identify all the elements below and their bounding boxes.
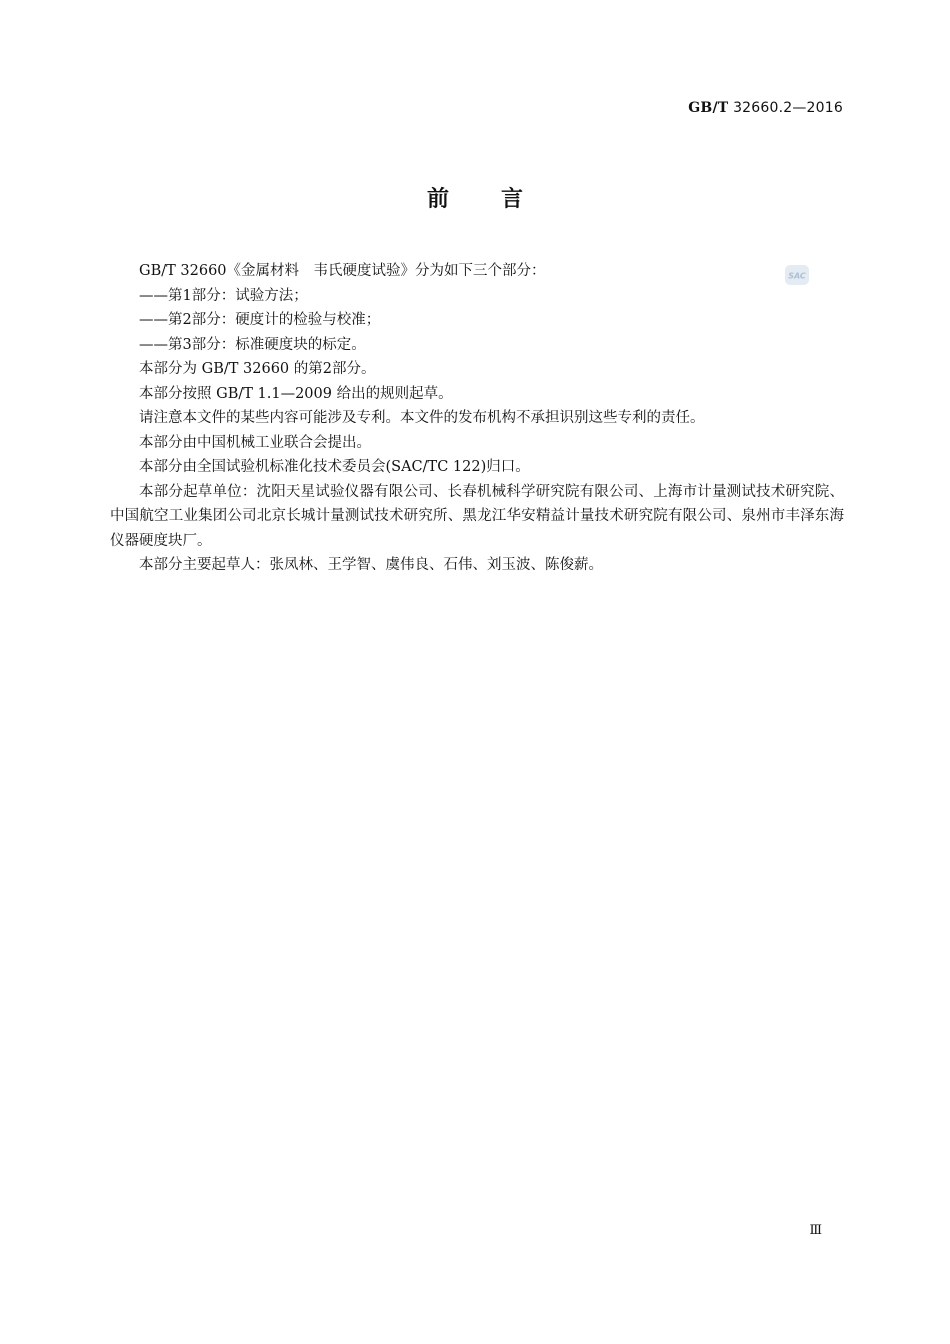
paragraph-this-part: 本部分为 GB/T 32660 的第2部分。 (139, 361, 376, 377)
page-title-char-2: 言 (501, 187, 524, 212)
paragraph-part-3: ——第3部分：标准硬度块的标定。 (139, 336, 366, 353)
standard-prefix: GB/T (688, 100, 729, 116)
page-title (0, 182, 950, 213)
foreword-body (110, 259, 844, 578)
paragraph-proposed-by: 本部分由中国机械工业联合会提出。 (139, 434, 371, 451)
paragraph-patent-notice: 请注意本文件的某些内容可能涉及专利。本文件的发布机构不承担识别这些专利的责任。 (139, 410, 705, 426)
paragraph-drafting-rules: 本部分按照 GB/T 1.1—2009 给出的规则起草。 (139, 385, 453, 402)
page-number: Ⅲ (809, 1223, 822, 1238)
paragraph-committee: 本部分由全国试验机标准化技术委员会(SAC/TC 122)归口。 (139, 459, 530, 475)
paragraph-part-2: ——第2部分：硬度计的检验与校准； (139, 312, 381, 328)
paragraph-drafting-units: 本部分起草单位：沈阳天星试验仪器有限公司、长春机械科学研究院有限公司、上海市计量测试技术研究院、中国航空工业集团公司北京长城计量测试技术研究所、黑龙江华安精益计量技术研究院有限公司、泉州市丰泽东海仪器硬度块厂。 (110, 483, 844, 549)
paragraph-parts-intro: GB/T 32660《金属材料 韦氏硬度试验》分为如下三个部分： (139, 263, 546, 279)
standard-number: 32660.2—2016 (733, 100, 843, 116)
paragraph-part-1: ——第1部分：试验方法； (139, 287, 308, 304)
standard-code-header (688, 100, 843, 116)
paragraph-drafters: 本部分主要起草人：张凤林、王学智、虞伟良、石伟、刘玉波、陈俊薪。 (139, 557, 603, 573)
page-title-char-1: 前 (426, 187, 449, 212)
sac-logo-text: SAC (788, 271, 806, 281)
